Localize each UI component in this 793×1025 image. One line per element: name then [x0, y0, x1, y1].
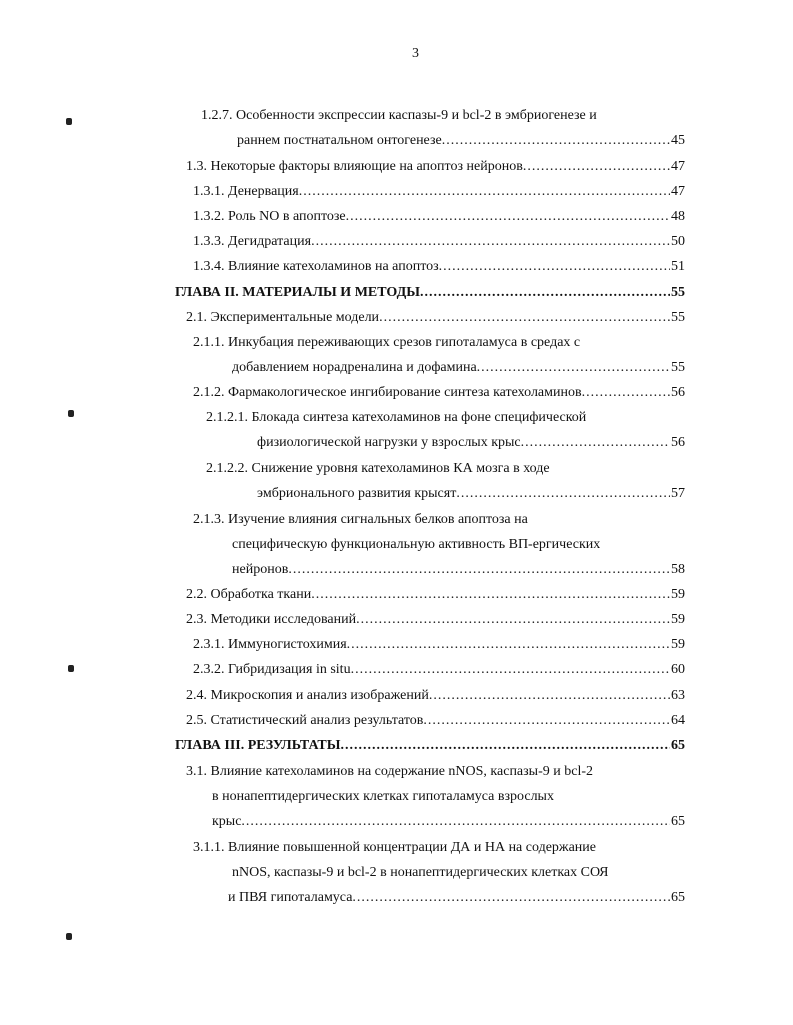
- toc-entry-2-1-3: 2.1.3. Изучение влияния сигнальных белков апоптоза на: [193, 512, 528, 527]
- toc-entry-2-1-2-2-cont: эмбрионального развития крысят ..... 57: [257, 485, 685, 503]
- toc-entry-2-3-2: 2.3.2. Гибридизация in situ ..... 60: [193, 661, 685, 679]
- toc-entry-3-1: 3.1. Влияние катехоламинов на содержание nNOS, каспазы-9 и bcl-2: [186, 764, 594, 779]
- toc-entry-1-3-2: 1.3.2. Роль NO в апоптозе ..... 48: [193, 208, 685, 226]
- toc-chapter-3: ГЛАВА III. РЕЗУЛЬТАТЫ ..... 65: [175, 737, 685, 755]
- toc-entry-2-2: 2.2. Обработка ткани ..... 59: [186, 586, 685, 604]
- toc-entry-2-3: 2.3. Методики исследований ..... 59: [186, 611, 685, 629]
- toc-entry-3-1-cont2: крыс ..... 65: [212, 813, 685, 831]
- toc-entry-3-1-1: 3.1.1. Влияние повышенной концентрации ДА и НА на содержание: [193, 840, 597, 855]
- toc-entry-3-1-1-cont2: и ПВЯ гипоталамуса ..... 65: [228, 889, 685, 907]
- toc-entry-2-1-1-cont: добавлением норадреналина и дофамина ..... 55: [232, 359, 685, 377]
- toc-entry-2-1-1: 2.1.1. Инкубация переживающих срезов гипоталамуса в средах с: [193, 335, 581, 350]
- page-number: 3: [412, 46, 419, 61]
- toc-chapter-2: ГЛАВА II. МАТЕРИАЛЫ И МЕТОДЫ ..... 55: [175, 284, 685, 302]
- toc-entry-2-1-3-cont2: нейронов ..... 58: [232, 561, 685, 579]
- scan-speck-1: [66, 118, 72, 125]
- toc-entry-2-1-2-1-cont: физиологической нагрузки у взрослых крыс ..... 56: [257, 434, 685, 452]
- toc-entry-1-2-7: 1.2.7. Особенности экспрессии каспазы-9 и bcl-2 в эмбриогенезе и: [201, 108, 597, 123]
- scan-speck-4: [66, 933, 72, 940]
- toc-entry-2-1-2: 2.1.2. Фармакологическое ингибирование синтеза катехоламинов ..... 56: [193, 384, 685, 402]
- toc-entry-2-5: 2.5. Статистический анализ результатов ..... 64: [186, 712, 685, 730]
- toc-entry-1-3-4: 1.3.4. Влияние катехоламинов на апоптоз ..... 51: [193, 258, 685, 276]
- toc-entry-2-1-2-2: 2.1.2.2. Снижение уровня катехоламинов КА мозга в ходе: [206, 461, 550, 476]
- toc-entry-2-1: 2.1. Экспериментальные модели ..... 55: [186, 309, 685, 327]
- toc-entry-1-3: 1.3. Некоторые факторы влияющие на апоптоз нейронов ..... 47: [186, 158, 685, 176]
- toc-entry-1-3-3: 1.3.3. Дегидратация ..... 50: [193, 233, 685, 251]
- scan-speck-3: [68, 665, 74, 672]
- toc-entry-3-1-1-cont: nNOS, каспазы-9 и bcl-2 в нонапептидергических клетках СОЯ: [232, 865, 609, 880]
- toc-entry-2-1-2-1: 2.1.2.1. Блокада синтеза катехоламинов на фоне специфической: [206, 410, 587, 425]
- scan-speck-2: [68, 410, 74, 417]
- toc-entry-2-4: 2.4. Микроскопия и анализ изображений ..... 63: [186, 687, 685, 705]
- toc-entry-1-3-1: 1.3.1. Денервация ..... 47: [193, 183, 685, 201]
- toc-entry-2-1-3-cont: специфическую функциональную активность ВП-ергических: [232, 537, 601, 552]
- toc-entry-3-1-cont: в нонапептидергических клетках гипоталамуса взрослых: [212, 789, 554, 804]
- toc-entry-1-2-7-cont: раннем постнатальном онтогенезе ..... 45: [237, 132, 685, 150]
- toc-entry-2-3-1: 2.3.1. Иммуногистохимия ..... 59: [193, 636, 685, 654]
